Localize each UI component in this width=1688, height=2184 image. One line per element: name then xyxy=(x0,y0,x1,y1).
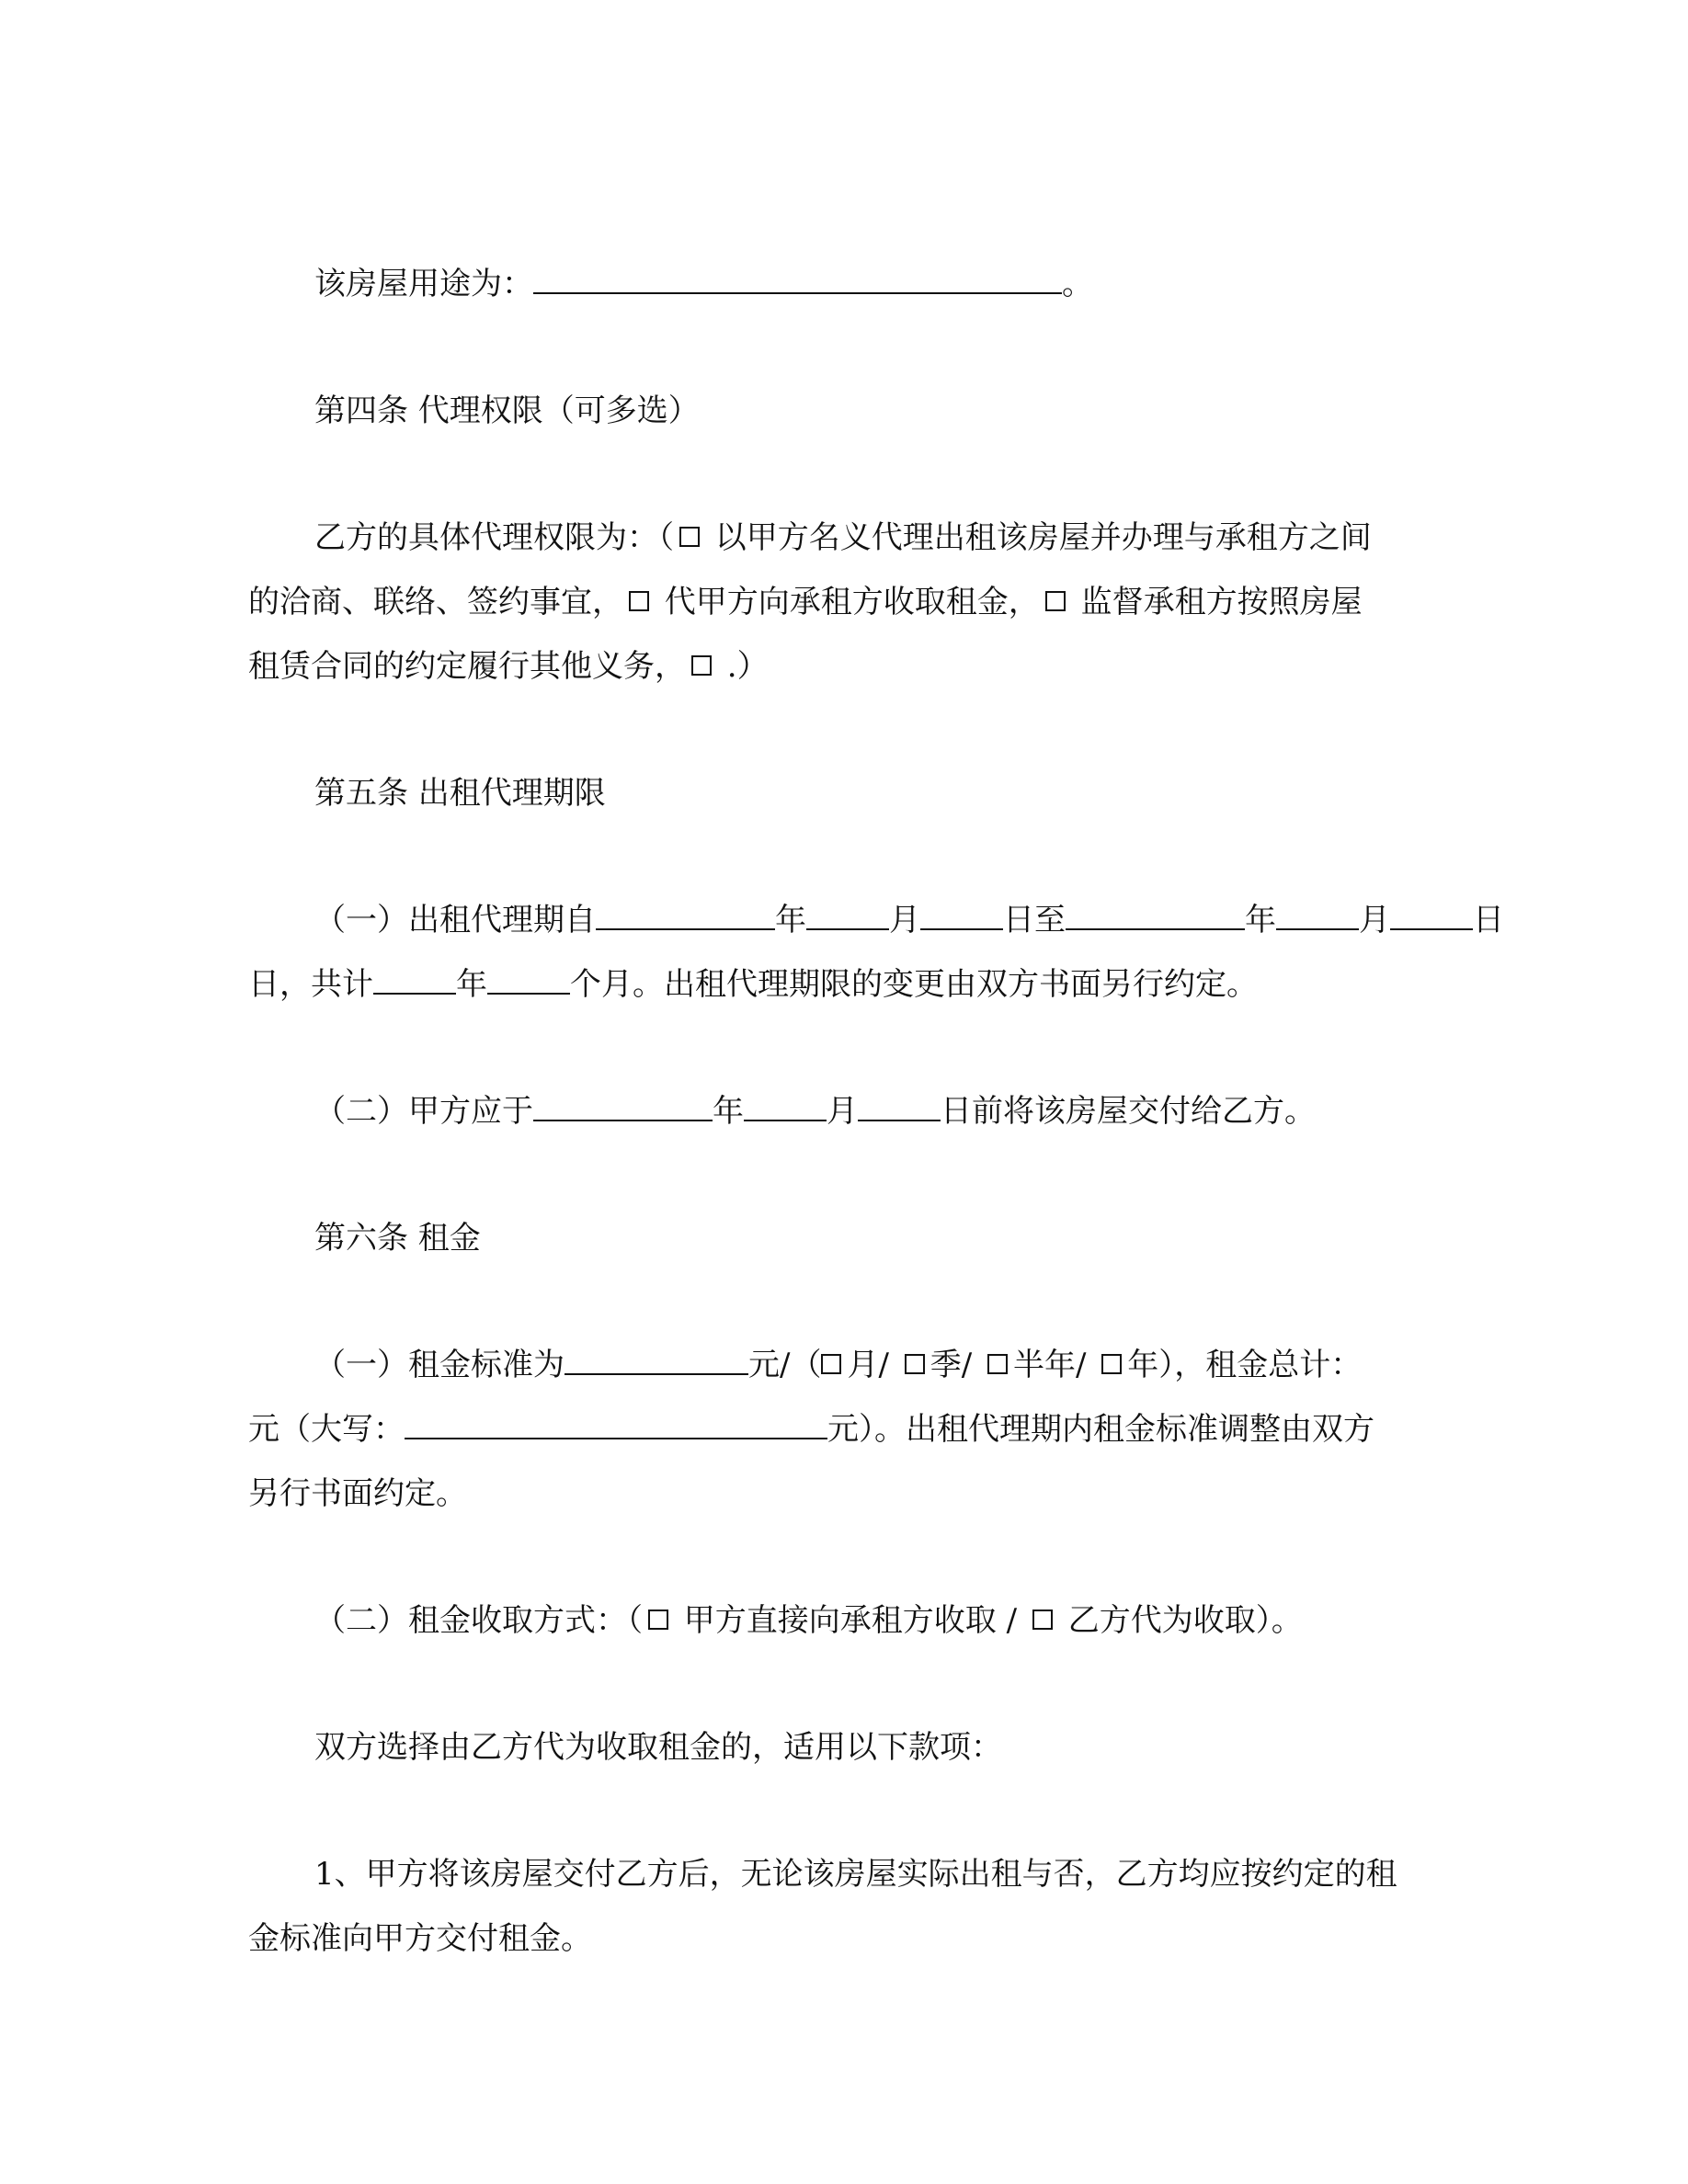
day-label: 日 xyxy=(1473,902,1504,938)
year-label: 年 xyxy=(775,902,806,938)
article-5-heading: 第五条 出租代理期限 xyxy=(314,775,606,812)
delivery-day-blank[interactable] xyxy=(858,1092,941,1121)
month-label: 月 xyxy=(1359,902,1390,938)
usage-end: 。 xyxy=(1062,266,1093,302)
period-month: 月/ xyxy=(847,1347,899,1383)
checkbox[interactable] xyxy=(987,1354,1008,1374)
collection-text: （二）租金收取方式：（ xyxy=(314,1602,643,1639)
collection-line xyxy=(314,1599,1303,1642)
usage-label: 该房屋用途为： xyxy=(314,266,533,302)
rent-uppercase-label: 元（大写： xyxy=(248,1411,405,1448)
term-line-2 xyxy=(248,963,1258,1006)
term-note: 个月。出租代理期限的变更由双方书面另行约定。 xyxy=(570,966,1258,1003)
authority-option-4: .） xyxy=(717,648,769,685)
usage-line xyxy=(314,263,1093,305)
start-day-blank[interactable] xyxy=(920,901,1003,930)
day-to-label: 日至 xyxy=(1003,902,1066,938)
clause-1-line-1: 1、甲方将该房屋交付乙方后，无论该房屋实际出租与否，乙方均应按约定的租 xyxy=(314,1856,1397,1893)
rent-uppercase-blank[interactable] xyxy=(405,1410,827,1439)
year-label: 年 xyxy=(713,1093,744,1130)
end-year-blank[interactable] xyxy=(1066,901,1245,930)
checkbox[interactable] xyxy=(905,1354,925,1374)
authority-line-1 xyxy=(314,517,1372,559)
rent-text: （一）租金标准为 xyxy=(314,1347,565,1383)
rent-line-3: 另行书面约定。 xyxy=(248,1475,467,1512)
checkbox[interactable] xyxy=(1101,1354,1122,1374)
collection-option-1: 甲方直接向承租方收取 / xyxy=(674,1602,1027,1639)
period-quarter: 季/ xyxy=(930,1347,982,1383)
rent-line-2 xyxy=(248,1408,1374,1450)
usage-blank[interactable] xyxy=(533,265,1062,294)
authority-line-3 xyxy=(248,645,769,688)
delivery-note: 日前将该房屋交付给乙方。 xyxy=(941,1093,1316,1130)
term-line-1 xyxy=(314,899,1504,941)
checkbox[interactable] xyxy=(1045,591,1066,611)
delivery-year-blank[interactable] xyxy=(533,1092,713,1121)
total-label: 日，共计 xyxy=(248,966,373,1003)
rent-unit: 元/（ xyxy=(748,1347,822,1383)
month-label: 月 xyxy=(827,1093,858,1130)
authority-option-1-cont: 的洽商、联络、签约事宜， xyxy=(248,584,623,620)
year-label: 年 xyxy=(456,966,487,1003)
collection-option-2: 乙方代为收取）。 xyxy=(1057,1602,1303,1639)
clause-1-line-2: 金标准向甲方交付租金。 xyxy=(248,1920,592,1957)
month-label: 月 xyxy=(889,902,920,938)
end-month-blank[interactable] xyxy=(1276,901,1359,930)
total-months-blank[interactable] xyxy=(487,965,570,995)
checkbox[interactable] xyxy=(629,591,649,611)
year-label: 年 xyxy=(1245,902,1276,938)
checkbox[interactable] xyxy=(821,1354,841,1374)
checkbox[interactable] xyxy=(1032,1610,1053,1630)
rent-line-1 xyxy=(314,1344,1362,1386)
start-month-blank[interactable] xyxy=(806,901,889,930)
checkbox[interactable] xyxy=(679,527,700,547)
delivery-text: （二）甲方应于 xyxy=(314,1093,533,1130)
authority-option-1: 以甲方名义代理出租该房屋并办理与承租方之间 xyxy=(705,519,1372,556)
authority-option-3: 监督承租方按照房屋 xyxy=(1070,584,1363,620)
term-text: （一）出租代理期自 xyxy=(314,902,596,938)
rent-amount-blank[interactable] xyxy=(565,1346,748,1375)
rent-adjust-note: 元）。出租代理期内租金标准调整由双方 xyxy=(827,1411,1374,1448)
authority-text: 乙方的具体代理权限为：（ xyxy=(314,519,674,556)
total-years-blank[interactable] xyxy=(373,965,456,995)
authority-line-2 xyxy=(248,581,1363,623)
article-6-heading: 第六条 租金 xyxy=(314,1220,481,1257)
period-year-total: 年），租金总计： xyxy=(1127,1347,1363,1383)
end-day-blank[interactable] xyxy=(1390,901,1473,930)
article-4-heading: 第四条 代理权限（可多选） xyxy=(314,392,700,429)
start-year-blank[interactable] xyxy=(596,901,775,930)
checkbox[interactable] xyxy=(691,655,712,676)
period-halfyear: 半年/ xyxy=(1013,1347,1097,1383)
checkbox[interactable] xyxy=(648,1610,668,1630)
agent-collect-line: 双方选择由乙方代为收取租金的，适用以下款项： xyxy=(314,1729,1002,1766)
delivery-line xyxy=(314,1090,1316,1132)
delivery-month-blank[interactable] xyxy=(744,1092,827,1121)
authority-option-3-cont: 租赁合同的约定履行其他义务， xyxy=(248,648,686,685)
authority-option-2: 代甲方向承租方收取租金， xyxy=(655,584,1040,620)
